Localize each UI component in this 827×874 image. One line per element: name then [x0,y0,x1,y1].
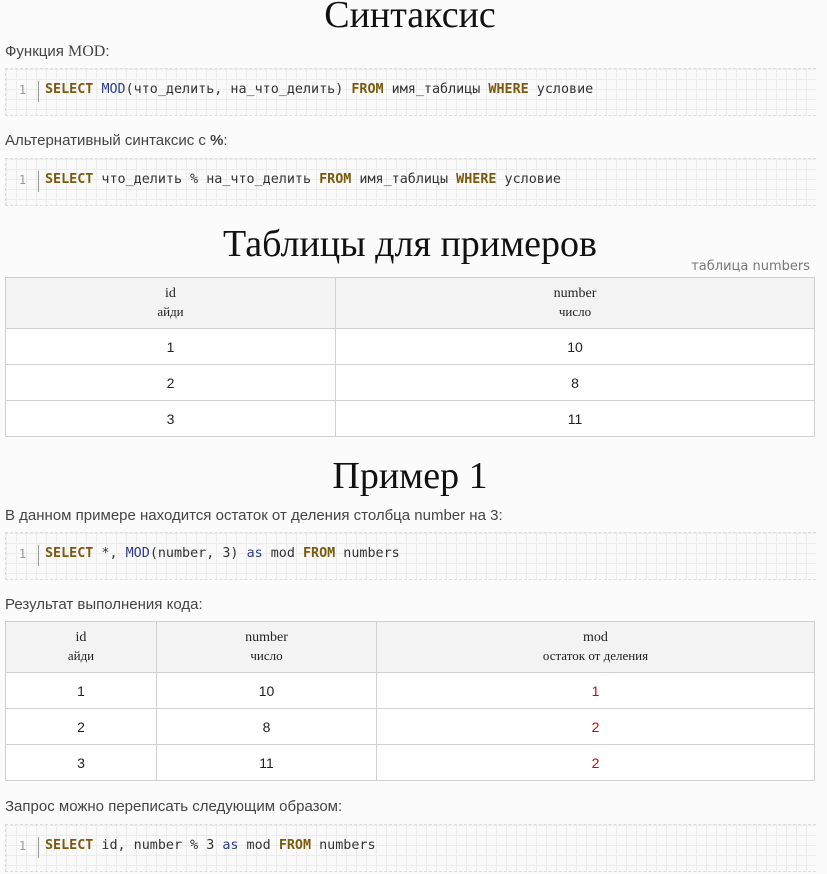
column-header: mod остаток от деления [377,622,815,673]
numbers-table [5,277,815,437]
line-number: 1 [18,173,27,187]
table-caption: таблица numbers [691,259,810,274]
column-header: id айди [6,278,336,329]
code-block-example1[interactable] [5,532,816,580]
code-line: SELECT что_делить % на_что_делить FROM имя_таблицы WHERE условие [45,172,561,187]
result-table [5,621,815,781]
table-row: 3 11 [6,401,815,437]
code-line: SELECT MOD(что_делить, на_что_делить) FROM имя_таблицы WHERE условие [45,82,594,97]
mod-intro: Функция MOD: [5,43,110,60]
tables-title: Таблицы для примеров [223,223,597,265]
result-intro: Результат выполнения кода: [5,596,203,613]
line-number: 1 [18,839,27,853]
table-row: 1 10 [6,329,815,365]
column-header: number число [157,622,377,673]
rewrite-intro: Запрос можно переписать следующим образом: [5,798,343,815]
code-block-mod-syntax[interactable] [5,68,816,116]
example1-intro: В данном примере находится остаток от деления столбца number на 3: [5,507,503,524]
syntax-title: Синтаксис [324,0,496,36]
code-line: SELECT *, MOD(number, 3) as mod FROM numbers [45,546,400,561]
alt-syntax-intro: Альтернативный синтаксис с %: [5,132,228,149]
table-row: 2 8 [6,365,815,401]
example1-title: Пример 1 [332,455,488,497]
code-block-example1-rewrite[interactable] [5,824,816,872]
column-header: id айди [6,622,157,673]
table-row: 1 10 1 [6,673,815,709]
code-block-percent-syntax[interactable] [5,158,816,206]
line-number: 1 [18,83,27,97]
table-header-row [6,622,815,673]
table-row: 3 11 2 [6,745,815,781]
table-header-row [6,278,815,329]
table-row: 2 8 2 [6,709,815,745]
line-number: 1 [18,547,27,561]
code-line: SELECT id, number % 3 as mod FROM numbers [45,838,376,853]
column-header: number число [336,278,815,329]
